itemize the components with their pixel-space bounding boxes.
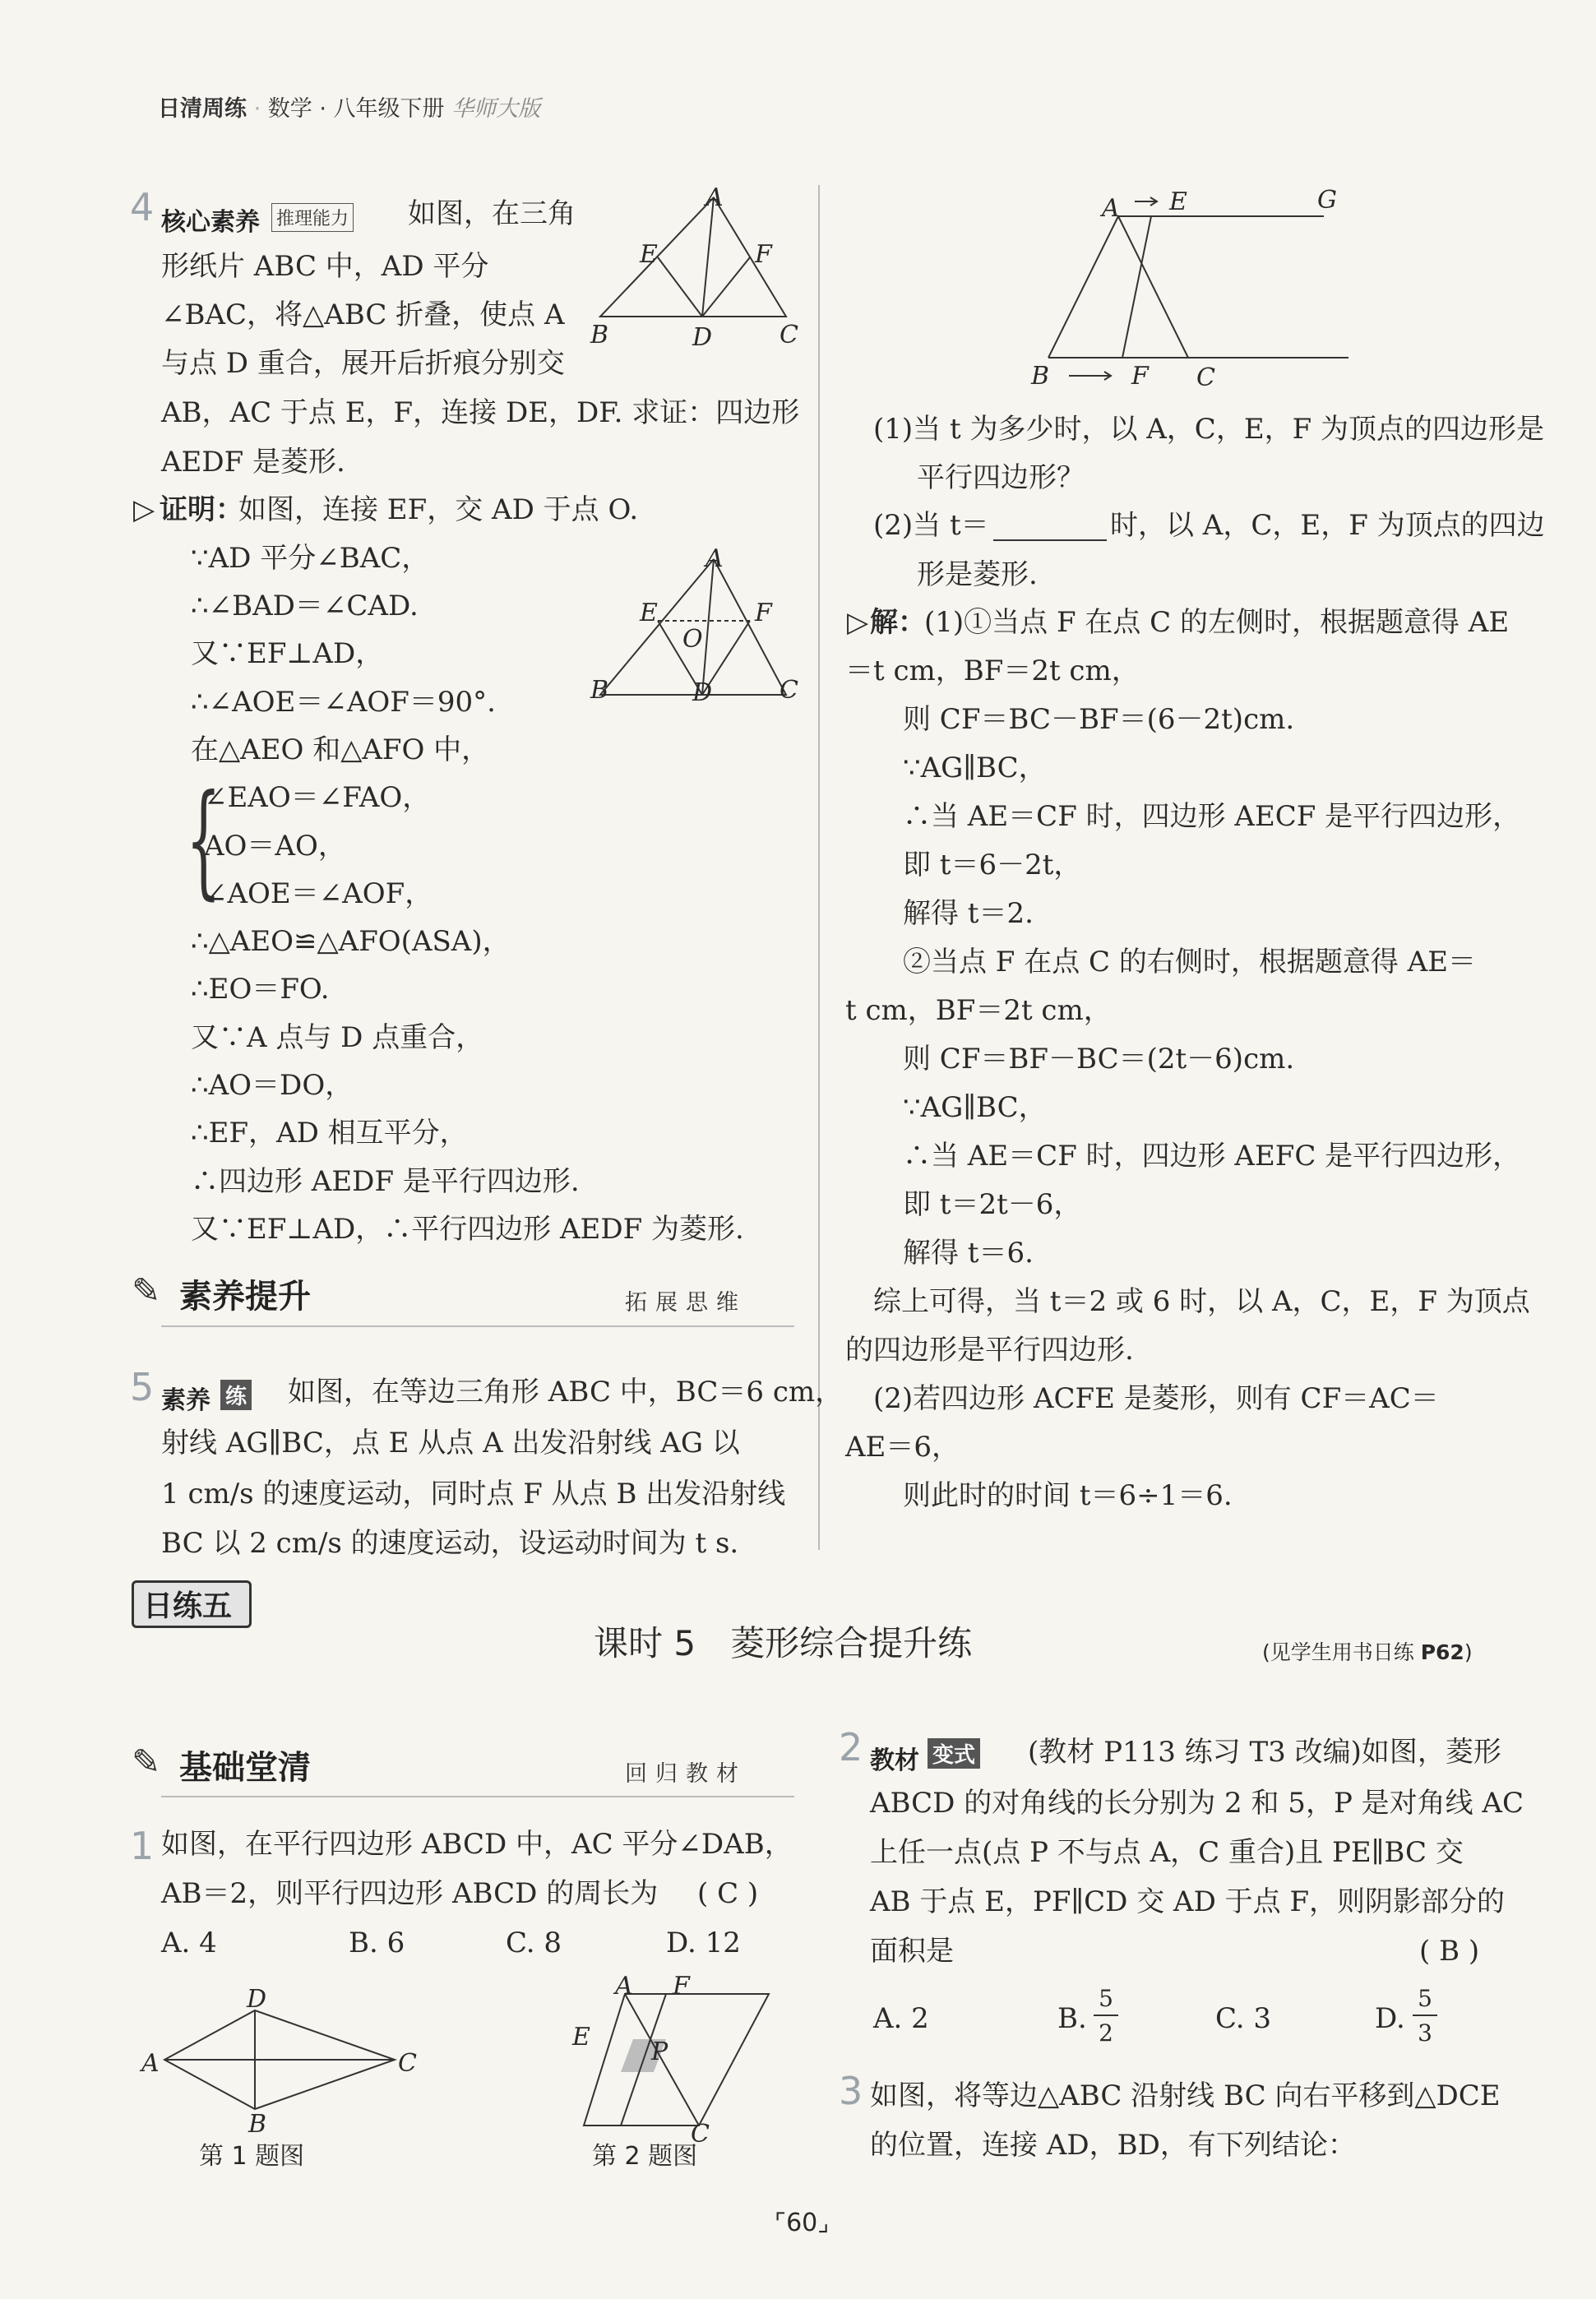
figure-caption: 第 2 题图: [592, 2142, 698, 2171]
proof-line: 又∵A 点与 D 点重合，: [191, 1021, 484, 1054]
q1-option: A. 4: [161, 1927, 217, 1959]
solution-line: ＝t cm，BF＝2t cm，: [845, 655, 1140, 687]
vertex-label: A: [141, 2049, 160, 2078]
question-number: 4: [130, 185, 155, 229]
q5-sub2: 时，以 A，C，E，F 为顶点的四边: [1110, 509, 1545, 542]
q2-line: 上任一点(点 P 不与点 A，C 重合)且 PE∥BC 交: [870, 1836, 1464, 1869]
vertex-label: B: [248, 2110, 267, 2139]
section-rule: [161, 1325, 794, 1327]
q1-figure: [148, 1990, 428, 2130]
q4-line: 形纸片 ABC 中，AD 平分: [161, 250, 489, 283]
proof-line: ∠EAO＝∠FAO，: [204, 781, 431, 814]
fraction-bar: [1413, 2015, 1437, 2016]
fraction-denominator: 3: [1418, 2019, 1432, 2047]
proof-line: ∴EF，AD 相互平分，: [191, 1117, 468, 1150]
q5-figure: [1032, 193, 1361, 382]
proof-line: 在△AEO 和△AFO 中，: [191, 733, 490, 766]
q4-line: 与点 D 重合，展开后折痕分别交: [161, 347, 565, 380]
solution-line: 即 t＝2t－6，: [903, 1188, 1082, 1221]
fraction-numerator: 5: [1418, 1985, 1432, 2012]
q1-line: 如图，在平行四边形 ABCD 中，AC 平分∠DAB，: [161, 1828, 793, 1861]
solution-line: (2)若四边形 ACFE 是菱形，则有 CF＝AC＝: [873, 1382, 1439, 1415]
solution-line: t cm，BF＝2t cm，: [845, 994, 1112, 1027]
vertex-label: B: [590, 321, 609, 349]
solution-line: ∵AG∥BC，: [903, 1091, 1047, 1124]
question-tag-box: 推理能力: [271, 203, 354, 232]
q1-answer: ( C ): [697, 1877, 759, 1910]
q2-option: A. 2: [873, 2002, 929, 2035]
vertex-label: C: [779, 676, 798, 705]
question-tag: 核心素养: [161, 208, 260, 237]
q2-answer: ( B ): [1419, 1935, 1480, 1968]
question-tag: 素养: [161, 1386, 210, 1415]
q4-line: AEDF 是菱形.: [161, 446, 345, 479]
vertex-label: E: [640, 240, 658, 269]
vertex-label: A: [705, 183, 724, 212]
vertex-label: D: [247, 1985, 267, 2014]
pen-check-icon: ✎: [132, 1742, 161, 1782]
proof-line: AO＝AO，: [204, 830, 346, 863]
q2-option: B.: [1057, 2002, 1087, 2035]
proof-line: ∵AD 平分∠BAC，: [191, 542, 430, 575]
question-number: 1: [130, 1824, 155, 1868]
fraction-denominator: 2: [1099, 2019, 1113, 2047]
column-divider: [818, 185, 820, 1550]
solution-line: 解得 t＝6.: [903, 1237, 1034, 1270]
q2-line: (教材 P113 练习 T3 改编)如图，菱形: [1028, 1736, 1501, 1769]
vertex-label: D: [692, 323, 713, 352]
subject-name: 数学 · 八年级下册: [267, 96, 445, 122]
q2-line: AB 于点 E，PF∥CD 交 AD 于点 F，则阴影部分的: [870, 1885, 1506, 1918]
q5-line: 1 cm/s 的速度运动，同时点 F 从点 B 出发沿射线: [161, 1478, 786, 1510]
vertex-label: A: [615, 1972, 633, 2001]
section-title: 基础堂清: [179, 1749, 311, 1787]
q2-figure: [576, 1982, 789, 2138]
answer-blank[interactable]: [993, 539, 1107, 541]
solution-line: ∵AG∥BC，: [903, 752, 1047, 784]
solution-line: (1)①当点 F 在点 C 的左侧时，根据题意得 AE: [924, 606, 1510, 639]
triangle-marker-icon: ▷: [847, 606, 869, 639]
q2-line: ABCD 的对角线的长分别为 2 和 5，P 是对角线 AC: [870, 1787, 1524, 1820]
vertex-label: P: [651, 2038, 668, 2066]
proof-line: 又∵EF⊥AD，∴平行四边形 AEDF 为菱形.: [191, 1213, 744, 1246]
fraction-bar: [1094, 2015, 1118, 2016]
q2-option: C. 3: [1215, 2002, 1272, 2035]
series-name: 日清周练: [158, 96, 247, 122]
vertex-label: C: [691, 2120, 710, 2149]
q1-option: D. 12: [666, 1927, 741, 1959]
section-subtitle: 回归教材: [625, 1761, 747, 1787]
vertex-label: C: [779, 321, 798, 349]
pen-check-icon: ✎: [132, 1270, 161, 1311]
proof-line: ∴EO＝FO.: [191, 973, 330, 1006]
figure-caption: 第 1 题图: [199, 2142, 305, 2171]
proof-line: 如图，连接 EF，交 AD 于点 O.: [238, 493, 639, 526]
vertex-label: C: [398, 2049, 417, 2078]
running-header: 日清周练 · 数学 · 八年级下册 华师大版: [158, 96, 541, 122]
vertex-label: E: [572, 2023, 590, 2052]
solution-line: 解得 t＝2.: [903, 897, 1034, 930]
solution-line: AE＝6，: [845, 1431, 960, 1464]
q2-option: D.: [1375, 2002, 1405, 2035]
day-label: 日练五: [143, 1589, 233, 1623]
question-number: 2: [839, 1725, 863, 1769]
vertex-label: B: [590, 676, 609, 705]
q3-line: 如图，将等边△ABC 沿射线 BC 向右平移到△DCE: [870, 2079, 1501, 2112]
vertex-label: E: [1169, 187, 1187, 216]
proof-line: 又∵EF⊥AD，: [191, 637, 384, 670]
q1-option: B. 6: [349, 1927, 405, 1959]
question-number: 3: [839, 2069, 863, 2113]
q5-sub2: (2)当 t＝: [873, 509, 989, 542]
proof-line: ∴∠BAD＝∠CAD.: [191, 590, 419, 622]
solution-line: 的四边形是平行四边形.: [845, 1334, 1134, 1367]
solution-line: 综上可得，当 t＝2 或 6 时，以 A，C，E，F 为顶点: [873, 1285, 1530, 1318]
q5-sub2: 形是菱形.: [917, 558, 1038, 591]
vertex-label: A: [1102, 194, 1120, 223]
solution-line: ②当点 F 在点 C 的右侧时，根据题意得 AE＝: [903, 946, 1477, 978]
proof-line: ∠AOE＝∠AOF，: [204, 877, 433, 910]
question-tag-fill: 练: [220, 1380, 252, 1410]
solution-line: 即 t＝6－2t，: [903, 849, 1082, 881]
solution-line: 则 CF＝BF－BC＝(2t－6)cm.: [903, 1043, 1295, 1075]
proof-line: ∴∠AOE＝∠AOF＝90°.: [191, 686, 496, 719]
section-subtitle: 拓展思维: [625, 1290, 747, 1316]
vertex-label: C: [1196, 363, 1215, 392]
question-tag: 教材: [870, 1746, 919, 1775]
lesson-title: 课时 5 菱形综合提升练: [594, 1623, 973, 1663]
q1-option: C. 8: [506, 1927, 562, 1959]
vertex-label: F: [755, 240, 772, 269]
vertex-label: E: [640, 599, 658, 627]
section-title: 素养提升: [179, 1278, 311, 1316]
solution-line: ∴当 AE＝CF 时，四边形 AECF 是平行四边形，: [903, 800, 1521, 833]
proof-line: ∴△AEO≌△AFO(ASA)，: [191, 925, 511, 958]
triangle-marker-icon: ▷: [133, 493, 155, 526]
q1-line: AB＝2，则平行四边形 ABCD 的周长为: [161, 1877, 659, 1910]
section-rule: [161, 1796, 794, 1797]
solution-line: 则 CF＝BC－BF＝(6－2t)cm.: [903, 703, 1295, 736]
q5-line: 如图，在等边三角形 ABC 中，BC＝6 cm，: [288, 1376, 844, 1409]
q3-line: 的位置，连接 AD，BD，有下列结论：: [870, 2129, 1356, 2162]
proof-label: 证明：: [160, 493, 243, 526]
proof-line: ∴AO＝DO，: [191, 1069, 354, 1102]
edition-name: 华师大版: [451, 96, 541, 122]
solution-label: 解：: [870, 606, 926, 639]
page-number: ⌜60⌟: [775, 2209, 830, 2237]
fraction-numerator: 5: [1099, 1985, 1113, 2012]
vertex-label: D: [692, 678, 713, 707]
vertex-label: G: [1317, 186, 1337, 215]
solution-line: 则此时的时间 t＝6÷1＝6.: [903, 1479, 1233, 1512]
brace-symbol: {: [186, 769, 221, 912]
vertex-label: F: [1131, 362, 1149, 391]
q5-sub1: 平行四边形？: [917, 461, 1085, 494]
vertex-label: F: [673, 1972, 690, 2001]
vertex-label: O: [682, 625, 703, 654]
q4-line: 如图，在三角: [408, 197, 576, 230]
vertex-label: A: [705, 544, 724, 573]
question-number: 5: [130, 1365, 155, 1409]
solution-line: ∴当 AE＝CF 时，四边形 AEFC 是平行四边形，: [903, 1140, 1521, 1173]
q5-line: BC 以 2 cm/s 的速度运动，设运动时间为 t s.: [161, 1527, 739, 1560]
book-reference: (见学生用书日练 P62): [1262, 1640, 1473, 1664]
q2-line: 面积是: [870, 1935, 954, 1968]
vertex-label: F: [755, 599, 772, 627]
proof-line: ∴四边形 AEDF 是平行四边形.: [191, 1165, 580, 1198]
question-tag-fill: 变式: [928, 1738, 980, 1769]
q5-line: 射线 AG∥BC，点 E 从点 A 出发沿射线 AG 以: [161, 1427, 740, 1459]
q4-line: ∠BAC，将△ABC 折叠，使点 A: [161, 298, 565, 331]
vertex-label: B: [1031, 362, 1050, 391]
q4-line: AB，AC 于点 E，F，连接 DE，DF. 求证：四边形: [161, 396, 800, 429]
q5-sub1: (1)当 t 为多少时，以 A，C，E，F 为顶点的四边形是: [873, 413, 1545, 446]
